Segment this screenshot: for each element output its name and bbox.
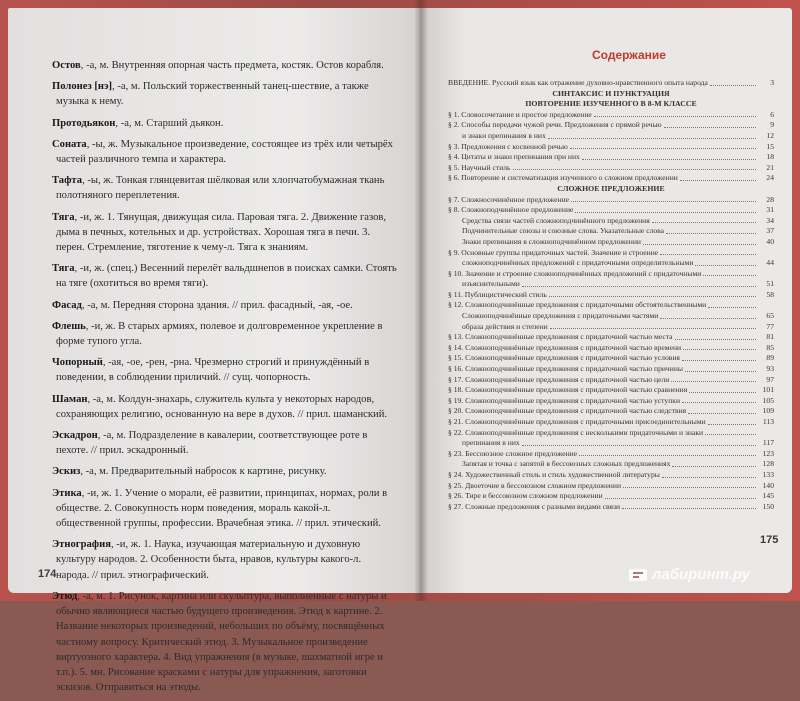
toc-page-number: 133 [762,469,774,479]
toc-page-number: 44 [766,258,774,268]
toc-entry [448,438,774,449]
toc-leader-dots [513,169,756,170]
toc-entry [448,470,774,481]
toc-entry-text: § 10. Значение и строение сложноподчинённых предложений с придаточными [448,268,702,278]
toc-page-number: 28 [766,194,774,204]
toc-page-number: 97 [766,374,774,384]
toc-page-number: 58 [766,289,774,299]
toc-entry [448,417,774,428]
toc-entry-text: Запятая и точка с запятой в бессоюзных сложных предложениях [462,459,671,469]
toc-entry-text: § 25. Двоеточие в бессоюзном сложном предложении [448,480,622,490]
toc-leader-dots [522,286,756,287]
toc-entry-text: Знаки препинания в сложноподчинённом предложении [462,236,641,246]
toc-entry-text: образа действия и степени [462,321,548,331]
toc-page-number: 145 [762,491,774,501]
toc-entry-text: § 12. Сложноподчинённые предложения с придаточными обстоятельственными [448,300,707,310]
toc-entry [448,216,774,227]
toc-page-number: 81 [766,332,774,342]
toc-entry-text: § 14. Сложноподчинённые предложения с придаточной частью времени [448,342,682,352]
entry-definition: , -а, м. Подразделение в кавалерии, соответствующее роте в пехоте. // прил. эскадронный. [56,430,368,457]
toc-entry [448,248,774,259]
toc-leader-dots [652,222,756,223]
toc-page-number: 93 [766,364,774,374]
toc-section-heading [448,99,774,110]
toc-entry-text: § 1. Словосочетание и простое предложение [448,109,592,119]
toc-entry [448,353,774,364]
entry-definition: , -ы, ж. Тонкая глянцевитая шёлковая или хлопчатобумажная ткань полотняного переплетения. [56,175,385,202]
toc-entry [448,375,774,386]
toc-leader-dots [582,159,756,160]
book-spine-shadow [414,0,428,601]
toc-entry-text: ВВЕДЕНИЕ. Русский язык как отражение духовно-нравственного опыта народа [448,78,708,87]
toc-entry [448,322,774,333]
toc-page-number: 31 [766,205,774,215]
toc-entry [448,481,774,492]
toc-leader-dots [689,392,756,393]
toc-entry [448,173,774,184]
toc-page-number: 65 [766,311,774,321]
toc-leader-dots [703,275,756,276]
toc-page-number: 113 [762,417,774,426]
toc-entry [448,110,774,121]
toc-entry-text: § 16. Сложноподчинённые предложения с придаточной частью причины [448,364,683,374]
entry-definition: , -а, м. Передняя сторона здания. // прил. фасадный, -ая, -ое. [81,299,353,311]
entry-definition: , -и, ж. В старых армиях, полевое и долговременное укрепление в форме тупого угла. [56,320,383,348]
toc-entry-text: § 15. Сложноподчинённые предложения с придаточной частью условия [448,353,680,363]
toc-entry [448,142,774,153]
toc-leader-dots [682,402,756,403]
toc-entry-text: § 20. Сложноподчинённые предложения с придаточной частью следствия [448,406,687,416]
toc-page-number: 24 [766,173,774,183]
toc-leader-dots [571,201,756,202]
toc-page-number: 150 [762,501,774,511]
toc-entry [448,396,774,407]
toc-section-text: ПОВТОРЕНИЕ ИЗУЧЕННОГО В 8-М КЛАССЕ [525,99,697,109]
toc-page-number: 85 [766,342,774,352]
toc-entry-text: и знаки препинания в них [462,130,546,140]
dictionary-entry [52,79,397,109]
toc-entry-text: сложноподчинённых предложений с придаточными определительными [462,258,694,268]
dictionary-entry [52,116,397,131]
toc-entry [448,258,774,269]
toc-leader-dots [594,116,756,117]
toc-page-number: 51 [766,279,774,289]
entry-headword: Тафта [52,175,83,187]
dictionary-entry [52,137,397,167]
toc-page-number: 117 [762,438,774,448]
toc-title: Содержание [592,48,666,62]
toc-entry-text: § 27. Сложные предложения с разными видами связи [448,501,621,511]
toc-leader-dots [575,212,756,213]
toc-page-number: 9 [770,120,774,130]
toc-entry [448,449,774,460]
toc-entry [448,120,774,131]
toc-leader-dots [548,138,756,139]
left-page-number: 174 [38,568,57,580]
entry-headword: Фасад [52,299,82,311]
toc-entry-text: § 9. Основные группы придаточных частей. Значение и строение [448,247,659,257]
toc-leader-dots [672,466,756,467]
toc-page-number: 21 [766,162,774,172]
toc-entry [448,290,774,301]
toc-entry-text: изъяснительными [462,279,520,289]
left-page [8,8,420,694]
toc-page-number: 89 [766,353,774,363]
toc-page-number: 3 [770,78,774,87]
dictionary-entry [52,319,397,349]
toc-leader-dots [682,360,756,361]
toc-leader-dots [680,180,756,181]
toc-entry-text: § 18. Сложноподчинённые предложения с придаточной частью сравнения [448,385,688,395]
entry-definition: , -а, м. Внутренняя опорная часть предмета, костяк. Остов корабля. [80,60,384,71]
toc-leader-dots [671,381,756,382]
dictionary-entry [52,261,397,291]
toc-leader-dots [643,244,756,245]
dictionary-entry [52,589,397,695]
toc-entry [448,428,774,439]
toc-entry [448,459,774,470]
watermark [628,566,750,583]
entry-definition: , -и, ж. (спец.) Весенний перелёт вальдшнепов в поисках самки. Стоять на тяге (охотиться во время тяги). [56,263,397,290]
toc-leader-dots [710,85,756,86]
entry-headword: Протодьякон [52,117,116,129]
toc-leader-dots [688,413,756,414]
toc-leader-dots [662,477,756,478]
right-page-number: 175 [760,534,779,546]
toc-entry [448,269,774,280]
toc-page-number: 6 [770,109,774,119]
watermark-text: лабиринт.ру [652,566,750,583]
toc-entry [448,311,774,322]
toc-page-number: 105 [762,395,774,405]
toc-page-number: 77 [766,321,774,331]
toc-page-number: 101 [762,385,774,395]
table-of-contents [448,78,774,512]
toc-section-heading [448,184,774,195]
toc-entry-text: Средства связи частей сложноподчинённого предложения [462,215,650,225]
entry-headword: Флешь [52,320,86,332]
toc-page-number: 12 [766,130,774,140]
toc-entry [448,131,774,142]
toc-leader-dots [708,307,756,308]
entry-definition: , -а, м. Предварительный набросок к картине, рисунку. [80,466,327,478]
toc-leader-dots [666,233,756,234]
toc-entry [448,195,774,206]
toc-leader-dots [705,434,756,435]
dictionary-entry [52,173,397,203]
entry-definition: , -и, ж. 1. Наука, изучающая материальную и духовную культуру народов. 2. Особенности быта, нравов, культуры какого-л. народа. // прил. этнографический. [56,539,362,581]
toc-entry-text: § 24. Художественный стиль и стиль художественной литературы [448,469,660,479]
toc-leader-dots [550,328,756,329]
toc-leader-dots [622,508,756,509]
toc-entry-text: § 13. Сложноподчинённые предложения с придаточной частью места [448,332,673,342]
toc-section-text: СИНТАКСИС И ПУНКТУАЦИЯ [552,88,670,98]
toc-leader-dots [660,318,756,319]
toc-page-number: 128 [762,459,774,469]
toc-entry [448,163,774,174]
right-page [420,8,792,593]
entry-headword: Этюд [52,590,78,602]
entry-headword: Остов [52,60,81,71]
toc-entry-text: § 8. Сложноподчинённое предложение [448,205,574,215]
toc-section-text: СЛОЖНОЕ ПРЕДЛОЖЕНИЕ [557,183,665,193]
dictionary-entry [52,486,397,532]
toc-entry [448,364,774,375]
toc-entry [448,205,774,216]
toc-entry-text: Сложноподчинённые предложения с придаточными частями [462,311,659,321]
toc-leader-dots [605,498,756,499]
toc-entry-text: § 6. Повторение и систематизация изученного о сложном предложении [448,173,678,183]
toc-entry [448,226,774,237]
toc-entry [448,491,774,502]
dictionary-entry [52,428,397,458]
toc-entry-text: § 19. Сложноподчинённые предложения с придаточной частью уступки [448,395,681,405]
toc-entry-text: § 17. Сложноподчинённые предложения с придаточной частью цели [448,374,670,384]
toc-entry [448,300,774,311]
toc-page-number: 18 [766,152,774,162]
toc-page-number: 123 [762,448,774,458]
toc-entry-text: § 23. Бессоюзное сложное предложение [448,448,578,458]
toc-leader-dots [570,148,756,149]
dictionary-entry [52,464,397,479]
toc-page-number: 34 [766,215,774,225]
entry-headword: Соната [52,138,87,150]
toc-leader-dots [683,349,756,350]
toc-entry [448,332,774,343]
toc-entry [448,385,774,396]
toc-entry-text: § 11. Публицистический стиль [448,289,547,299]
entry-headword: Шаман [52,393,88,405]
toc-entry [448,78,774,89]
toc-entry-text: § 22. Сложноподчинённые предложения с несколькими придаточными и знаки [448,427,704,437]
toc-page-number: 40 [766,236,774,246]
entry-headword: Этика [52,487,82,499]
toc-page-number: 140 [762,480,774,490]
entry-definition: , -а, м. Старший дьякон. [115,117,224,129]
entry-definition: , -а, м. 1. Рисунок, картина или скульптура, выполненные с натуры и обычно являющиеся частью будущего произведения. Этюд к картине. 2. Название некоторых произведений, небольших по объёму, посвящённых частному вопросу. Критический этюд. 3. Музыкальное произведение виртуозного характера. 4. Вид упражнения (в музыке, шахматной игре и т.п.). 5. мн. Рисование красками с натуры для упражнения, заготовки эскизов. Отправиться на этюды. [56,590,387,694]
toc-entry-text: § 2. Способы передачи чужой речи. Предложения с прямой речью [448,120,662,130]
dictionary-entry [52,392,397,422]
toc-entry-text: § 26. Тире в бессоюзном сложном предложении [448,491,603,501]
toc-leader-dots [623,487,756,488]
dictionary-entry [52,355,397,385]
dictionary-entry [52,537,397,583]
toc-leader-dots [675,339,756,340]
dictionary-entry [52,210,397,256]
toc-leader-dots [695,265,756,266]
entry-definition: , -и, ж. 1. Учение о морали, её развитии, принципах, нормах, роли в обществе. 2. Совокупность норм поведения, мораль какой-л. общественной группы, профессии. Врачебная этика. // прил. этический. [56,487,388,530]
toc-entry [448,406,774,417]
entry-headword: Полонез [нэ] [52,81,113,93]
toc-page-number: 109 [762,406,774,416]
toc-entry-text: § 21. Сложноподчинённые предложения с придаточными присоединительными [448,417,706,426]
entry-headword: Чопорный [52,357,103,369]
entry-definition: , -а, м. Колдун-знахарь, служитель культа у некоторых народов, сохраняющих религию, основанную на вере в духов. // прил. шаманский. [56,393,388,420]
toc-leader-dots [549,296,756,297]
toc-page-number: 37 [766,226,774,236]
toc-leader-dots [522,445,756,446]
toc-entry-text: препинания в них [462,438,520,448]
entry-headword: Тяга [52,211,75,223]
toc-section-heading [448,89,774,100]
entry-definition: , -ая, -ое, -рен, -рна. Чрезмерно строгий и принуждённый в поведении, в соблюдении приличий. // сущ. чопорность. [56,357,370,384]
entry-headword: Тяга [52,263,75,275]
labyrinth-logo-icon [628,567,648,583]
toc-leader-dots [708,424,756,425]
entry-headword: Эскадрон [52,430,98,442]
toc-entry-text: § 5. Научный стиль [448,162,511,172]
toc-leader-dots [685,371,756,372]
toc-entry [448,343,774,354]
toc-entry [448,237,774,248]
toc-leader-dots [579,455,756,456]
toc-leader-dots [660,254,756,255]
entry-definition: , -ы, ж. Музыкальное произведение, состоящее из трёх или четырёх частей различного темпа и характера. [56,138,393,166]
dictionary-entry [52,58,397,73]
toc-entry [448,502,774,513]
entry-definition: , -а, м. Польский торжественный танец-шествие, а также музыка к нему. [56,81,369,108]
entry-headword: Эскиз [52,466,81,478]
toc-entry-text: Подчинительные союзы и союзные слова. Указательные слова [462,226,665,236]
dictionary-entry [52,298,397,313]
toc-entry-text: § 7. Сложносочинённое предложение [448,194,570,204]
toc-entry [448,152,774,163]
toc-leader-dots [664,127,756,128]
entry-definition: , -и, ж. 1. Тянущая, движущая сила. Паровая тяга. 2. Движение газов, дыма в печных, котельных и др. устройствах. Хорошая тяга в печи. 3. перен. Стремление, тяготение к чему-л. Тяга к знаниям. [56,211,387,254]
toc-entry-text: § 4. Цитаты и знаки препинания при них [448,152,580,162]
dictionary-entries [52,58,397,701]
entry-headword: Этнография [52,539,111,551]
toc-entry [448,279,774,290]
toc-entry-text: § 3. Предложения с косвенной речью [448,141,568,151]
toc-page-number: 15 [766,141,774,151]
